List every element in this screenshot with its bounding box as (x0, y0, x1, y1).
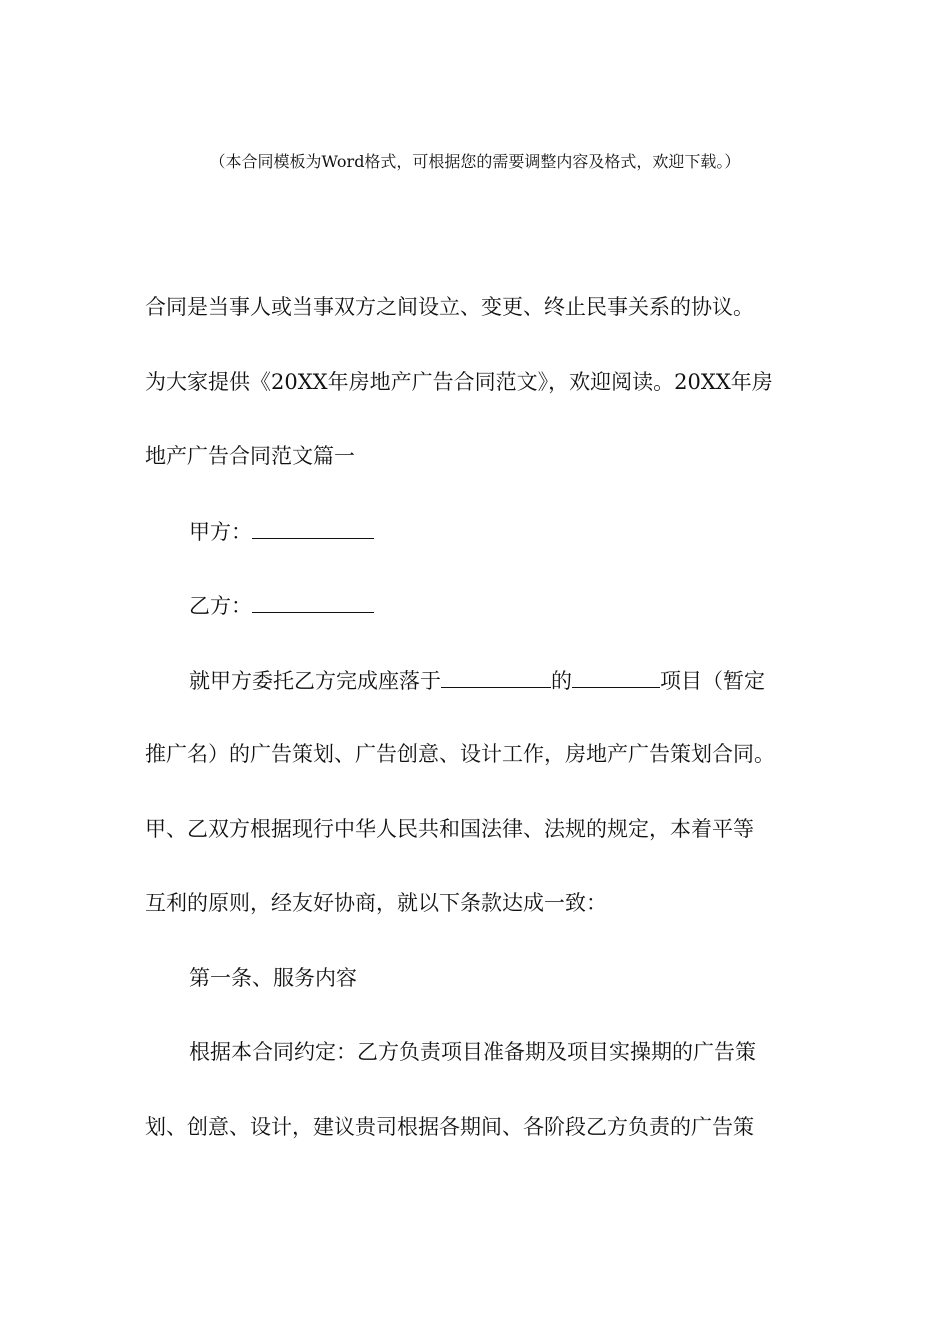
clause-line: 推广名）的广告策划、广告创意、设计工作，房地产广告策划合同。 (145, 742, 775, 766)
template-note: （本合同模板为Word格式，可根据您的需要调整内容及格式，欢迎下载。） (209, 152, 741, 171)
party-b-label: 乙方： (189, 594, 252, 618)
clause-line: 互利的原则，经友好协商，就以下条款达成一致： (145, 891, 607, 915)
article-1-line: 根据本合同约定：乙方负责项目准备期及项目实操期的广告策 (189, 1040, 756, 1064)
location-blank (441, 665, 551, 688)
intro-line: 合同是当事人或当事双方之间设立、变更、终止民事关系的协议。 (145, 295, 754, 319)
party-b-line (145, 590, 825, 665)
intro-line: 为大家提供《20XX年房地产广告合同范文》，欢迎阅读。20XX年房 (145, 369, 773, 394)
party-a-label: 甲方： (189, 519, 252, 544)
clause-intro-line (145, 665, 825, 740)
article-1-title: 第一条、服务内容 (189, 965, 357, 990)
clause-line: 甲、乙双方根据现行中华人民共和国法律、法规的规定，本着平等 (145, 816, 754, 841)
article-1-line: 划、创意、设计，建议贵司根据各期间、各阶段乙方负责的广告策 (145, 1114, 754, 1139)
project-name-blank (572, 665, 660, 688)
party-b-blank (252, 590, 374, 613)
intro-line: 地产广告合同范文篇一 (145, 444, 355, 468)
party-a-blank (252, 516, 374, 539)
clause-intro-part3: 项目（暂定 (660, 668, 765, 693)
contract-body (145, 292, 825, 1186)
party-a-line (145, 516, 825, 591)
clause-intro-part1: 就甲方委托乙方完成座落于 (189, 668, 441, 693)
clause-intro-part2: 的 (551, 668, 572, 693)
